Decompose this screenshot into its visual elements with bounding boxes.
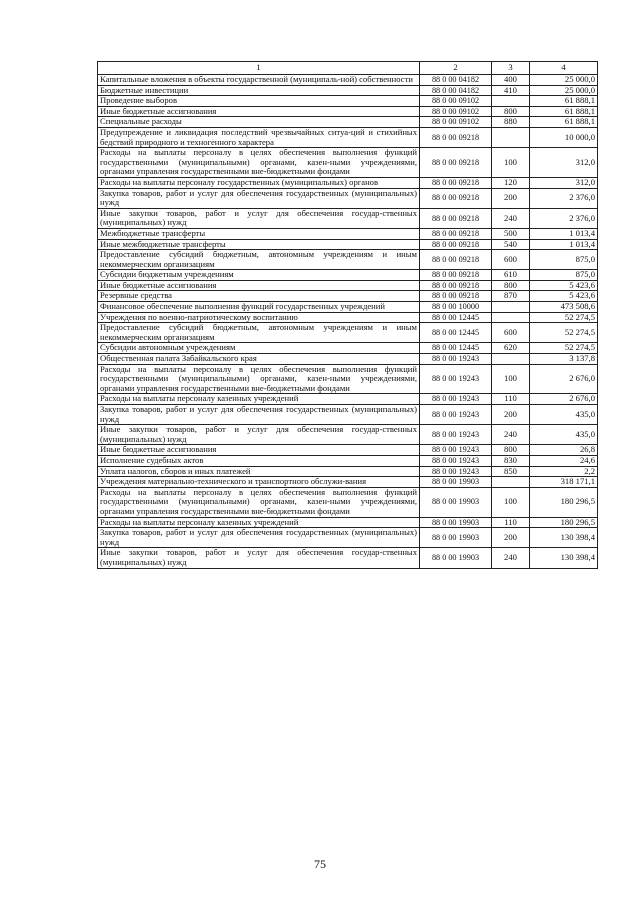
table-row (98, 208, 598, 228)
row-code: 88 0 00 09218 (420, 148, 492, 178)
row-code: 88 0 00 09218 (420, 280, 492, 291)
row-sum: 180 296,5 (530, 487, 598, 517)
row-name: Капитальные вложения в объекты государственной (муниципаль-ной) собственности (98, 75, 420, 86)
row-code: 88 0 00 19243 (420, 425, 492, 445)
row-expense-type: 240 (492, 548, 530, 568)
table-row (98, 455, 598, 466)
row-expense-type: 880 (492, 117, 530, 128)
row-code: 88 0 00 09218 (420, 250, 492, 270)
budget-table (97, 61, 598, 569)
table-row (98, 517, 598, 528)
row-name: Субсидии бюджетным учреждениям (98, 270, 420, 281)
row-name: Иные закупки товаров, работ и услуг для обеспечения государ-ственных (муниципальных) нужд (98, 208, 420, 228)
row-code: 88 0 00 09218 (420, 239, 492, 250)
row-name: Специальные расходы (98, 117, 420, 128)
row-code: 88 0 00 19243 (420, 394, 492, 405)
row-expense-type (492, 477, 530, 488)
row-code: 88 0 00 09102 (420, 117, 492, 128)
table-row (98, 228, 598, 239)
row-code: 88 0 00 19243 (420, 455, 492, 466)
row-sum: 3 137,8 (530, 354, 598, 365)
table-row (98, 466, 598, 477)
row-code: 88 0 00 12445 (420, 312, 492, 323)
row-code: 88 0 00 19903 (420, 477, 492, 488)
row-code: 88 0 00 09218 (420, 291, 492, 302)
row-expense-type: 400 (492, 75, 530, 86)
table-body (98, 75, 598, 569)
row-code: 88 0 00 19243 (420, 405, 492, 425)
row-expense-type: 200 (492, 528, 530, 548)
row-code: 88 0 00 19243 (420, 364, 492, 394)
row-expense-type (492, 96, 530, 107)
row-expense-type: 240 (492, 425, 530, 445)
table-row (98, 270, 598, 281)
row-expense-type: 100 (492, 148, 530, 178)
row-expense-type: 110 (492, 517, 530, 528)
table-row (98, 127, 598, 147)
row-expense-type: 800 (492, 280, 530, 291)
row-expense-type: 240 (492, 208, 530, 228)
header-col-expense-type: 3 (492, 62, 530, 75)
row-expense-type: 600 (492, 323, 530, 343)
row-code: 88 0 00 09218 (420, 270, 492, 281)
row-name: Закупка товаров, работ и услуг для обеспечения государственных (муниципальных) нужд (98, 188, 420, 208)
row-sum: 180 296,5 (530, 517, 598, 528)
row-code: 88 0 00 19243 (420, 354, 492, 365)
row-sum: 318 171,1 (530, 477, 598, 488)
row-name: Исполнение судебных актов (98, 455, 420, 466)
row-sum: 1 013,4 (530, 239, 598, 250)
row-sum: 61 888,1 (530, 106, 598, 117)
table-row (98, 280, 598, 291)
row-name: Расходы на выплаты персоналу казенных учреждений (98, 517, 420, 528)
row-expense-type: 600 (492, 250, 530, 270)
header-row (98, 62, 598, 75)
row-sum: 1 013,4 (530, 228, 598, 239)
row-sum: 25 000,0 (530, 75, 598, 86)
row-name: Иные закупки товаров, работ и услуг для обеспечения государ-ственных (муниципальных) нужд (98, 425, 420, 445)
row-sum: 875,0 (530, 250, 598, 270)
row-code: 88 0 00 19243 (420, 445, 492, 456)
table-row (98, 117, 598, 128)
table-row (98, 323, 598, 343)
row-name: Общественная палата Забайкальского края (98, 354, 420, 365)
row-name: Проведение выборов (98, 96, 420, 107)
row-name: Резервные средства (98, 291, 420, 302)
row-name: Иные бюджетные ассигнования (98, 106, 420, 117)
table-row (98, 302, 598, 313)
table-row (98, 177, 598, 188)
row-name: Межбюджетные трансферты (98, 228, 420, 239)
row-expense-type: 110 (492, 394, 530, 405)
row-sum: 52 274,5 (530, 312, 598, 323)
row-code: 88 0 00 09102 (420, 96, 492, 107)
row-name: Предупреждение и ликвидация последствий чрезвычайных ситуа-ций и стихийных бедствий природного и техногенного характера (98, 127, 420, 147)
row-sum: 312,0 (530, 177, 598, 188)
row-expense-type: 610 (492, 270, 530, 281)
row-name: Уплата налогов, сборов и иных платежей (98, 466, 420, 477)
table-row (98, 477, 598, 488)
row-code: 88 0 00 10000 (420, 302, 492, 313)
row-code: 88 0 00 09102 (420, 106, 492, 117)
row-sum: 10 000,0 (530, 127, 598, 147)
header-col-code: 2 (420, 62, 492, 75)
row-sum: 2 676,0 (530, 364, 598, 394)
row-sum: 312,0 (530, 148, 598, 178)
row-expense-type: 410 (492, 85, 530, 96)
row-sum: 130 398,4 (530, 548, 598, 568)
row-name: Расходы на выплаты персоналу в целях обеспечения выполнения функций государственными (муниципальными) органами, казен-ными учреждениями, органами управления государственными вне-бюджетными фондами (98, 364, 420, 394)
table-row (98, 148, 598, 178)
row-name: Иные закупки товаров, работ и услуг для обеспечения государ-ственных (муниципальных) нужд (98, 548, 420, 568)
row-sum: 2 376,0 (530, 188, 598, 208)
table-row (98, 548, 598, 568)
row-sum: 61 888,1 (530, 96, 598, 107)
row-name: Учреждения по военно-патриотическому воспитанию (98, 312, 420, 323)
row-sum: 473 508,6 (530, 302, 598, 313)
row-expense-type: 800 (492, 106, 530, 117)
row-sum: 25 000,0 (530, 85, 598, 96)
row-expense-type (492, 354, 530, 365)
row-expense-type: 620 (492, 343, 530, 354)
table-row (98, 425, 598, 445)
row-expense-type: 100 (492, 487, 530, 517)
row-name: Иные межбюджетные трансферты (98, 239, 420, 250)
row-sum: 24,6 (530, 455, 598, 466)
row-code: 88 0 00 19903 (420, 548, 492, 568)
table-row (98, 487, 598, 517)
table-row (98, 312, 598, 323)
table-row (98, 394, 598, 405)
row-name: Предоставление субсидий бюджетным, автономным учреждениям и иным некоммерческим организациям (98, 323, 420, 343)
table-row (98, 343, 598, 354)
row-code: 88 0 00 04182 (420, 75, 492, 86)
table-row (98, 85, 598, 96)
row-expense-type (492, 302, 530, 313)
row-name: Закупка товаров, работ и услуг для обеспечения государственных (муниципальных) нужд (98, 405, 420, 425)
row-sum: 875,0 (530, 270, 598, 281)
row-name: Бюджетные инвестиции (98, 85, 420, 96)
row-expense-type: 500 (492, 228, 530, 239)
row-code: 88 0 00 19903 (420, 528, 492, 548)
header-col-sum: 4 (530, 62, 598, 75)
row-name: Финансовое обеспечение выполнения функций государственных учреждений (98, 302, 420, 313)
row-sum: 5 423,6 (530, 280, 598, 291)
row-sum: 435,0 (530, 425, 598, 445)
row-name: Учреждения материально-технического и транспортного обслужи-вания (98, 477, 420, 488)
row-sum: 52 274,5 (530, 343, 598, 354)
row-code: 88 0 00 09218 (420, 177, 492, 188)
row-code: 88 0 00 19903 (420, 517, 492, 528)
row-sum: 435,0 (530, 405, 598, 425)
row-expense-type (492, 127, 530, 147)
row-code: 88 0 00 04182 (420, 85, 492, 96)
row-code: 88 0 00 09218 (420, 188, 492, 208)
row-expense-type (492, 312, 530, 323)
table-row (98, 291, 598, 302)
row-expense-type: 120 (492, 177, 530, 188)
row-expense-type: 200 (492, 405, 530, 425)
row-code: 88 0 00 09218 (420, 228, 492, 239)
row-code: 88 0 00 19243 (420, 466, 492, 477)
page-number: 75 (314, 857, 326, 871)
header-col-name: 1 (98, 62, 420, 75)
row-expense-type: 200 (492, 188, 530, 208)
table-row (98, 188, 598, 208)
row-name: Субсидии автономным учреждениям (98, 343, 420, 354)
row-name: Иные бюджетные ассигнования (98, 445, 420, 456)
row-name: Расходы на выплаты персоналу в целях обеспечения выполнения функций государственными (муниципальными) органами, казен-ными учреждениями, органами управления государственными вне-бюджетными фондами (98, 148, 420, 178)
row-expense-type: 100 (492, 364, 530, 394)
row-sum: 130 398,4 (530, 528, 598, 548)
row-code: 88 0 00 12445 (420, 343, 492, 354)
table-row (98, 250, 598, 270)
table-row (98, 354, 598, 365)
row-expense-type: 870 (492, 291, 530, 302)
table-row (98, 445, 598, 456)
row-sum: 52 274,5 (530, 323, 598, 343)
row-sum: 2,2 (530, 466, 598, 477)
row-sum: 2 376,0 (530, 208, 598, 228)
row-code: 88 0 00 09218 (420, 208, 492, 228)
row-name: Расходы на выплаты персоналу государственных (муниципальных) органов (98, 177, 420, 188)
row-name: Закупка товаров, работ и услуг для обеспечения государственных (муниципальных) нужд (98, 528, 420, 548)
row-expense-type: 830 (492, 455, 530, 466)
table-row (98, 364, 598, 394)
row-name: Предоставление субсидий бюджетным, автономным учреждениям и иным некоммерческим организациям (98, 250, 420, 270)
table-row (98, 528, 598, 548)
row-code: 88 0 00 19903 (420, 487, 492, 517)
table-row (98, 405, 598, 425)
table-row (98, 75, 598, 86)
row-expense-type: 850 (492, 466, 530, 477)
row-sum: 61 888,1 (530, 117, 598, 128)
row-sum: 26,8 (530, 445, 598, 456)
row-expense-type: 540 (492, 239, 530, 250)
row-sum: 2 676,0 (530, 394, 598, 405)
row-code: 88 0 00 09218 (420, 127, 492, 147)
table-row (98, 239, 598, 250)
row-name: Расходы на выплаты персоналу казенных учреждений (98, 394, 420, 405)
row-sum: 5 423,6 (530, 291, 598, 302)
row-name: Иные бюджетные ассигнования (98, 280, 420, 291)
row-code: 88 0 00 12445 (420, 323, 492, 343)
table-row (98, 106, 598, 117)
row-name: Расходы на выплаты персоналу в целях обеспечения выполнения функций государственными (муниципальными) органами, казен-ными учреждениями, органами управления государственными вне-бюджетными фондами (98, 487, 420, 517)
row-expense-type: 800 (492, 445, 530, 456)
table-row (98, 96, 598, 107)
